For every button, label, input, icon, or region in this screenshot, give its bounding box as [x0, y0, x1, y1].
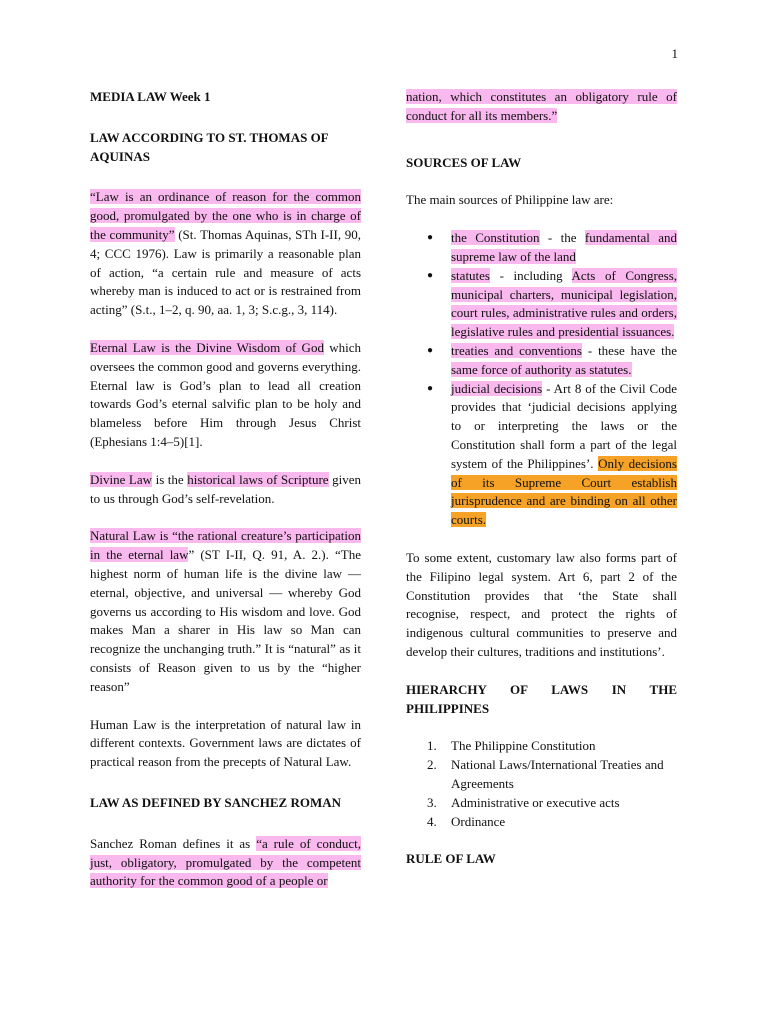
- highlight: statutes: [451, 267, 490, 283]
- highlight: Divine Law: [90, 471, 153, 487]
- list-item-statutes: [406, 267, 677, 342]
- list-number: 2.: [427, 757, 437, 773]
- text: ” (ST I-II, Q. 91, A. 2.). “The highest norm of human life is the divine law — eternal, objective, and universal — whereby God governs us according to His wisdom and love. God makes Man a sharer in His law so Man can recognize the unchanging truth.” It is “natural” as it consists of Reason given to us by the “higher reason”: [90, 547, 361, 694]
- list-item: [406, 813, 677, 832]
- paragraph-divine-law: [90, 471, 361, 509]
- list-item-constitution: [406, 229, 677, 267]
- section-heading-aquinas: LAW ACCORDING TO ST. THOMAS OF AQUINAS: [90, 129, 329, 164]
- paragraph-sanchez-roman: [90, 835, 361, 891]
- highlight: Acts of Congress, municipal charters, municipal legislation, court rules, administrative rules and orders, legislative rules and presidential issuances.: [451, 267, 678, 340]
- hierarchy-list: [406, 737, 677, 831]
- list-item: [406, 794, 677, 813]
- section-heading-rule-of-law: RULE OF LAW: [406, 851, 496, 867]
- text: is the: [152, 471, 188, 487]
- bullet-icon: ●: [427, 269, 434, 281]
- document-title: MEDIA LAW Week 1: [90, 89, 211, 104]
- bullet-icon: ●: [427, 232, 434, 244]
- highlight: the Constitution: [451, 230, 540, 246]
- text: which oversees the common good and governs everything. Eternal law is God’s plan to lead all creation towards God’s eternal salvific plan to be holy and blameless before Him through Jesus Christ (Ephesians 1:4–5)[1].: [90, 339, 361, 449]
- paragraph-natural-law: [90, 527, 361, 696]
- sources-list: [406, 229, 677, 530]
- list-item-judicial-decisions: [406, 380, 677, 530]
- list-item: [406, 737, 677, 756]
- list-item-text: The Philippine Constitution: [451, 738, 596, 754]
- highlight: same force of authority as statutes.: [451, 361, 632, 377]
- text: - these have the: [581, 342, 677, 358]
- highlight: judicial decisions: [451, 380, 543, 396]
- text: given to us through God’s self-revelation.: [90, 471, 361, 506]
- paragraph-sources-intro: The main sources of Philippine law are:: [406, 192, 614, 208]
- page-number: 1: [671, 46, 678, 61]
- left-column: [90, 88, 361, 891]
- text: - the: [539, 230, 585, 246]
- highlight: historical laws of Scripture: [187, 471, 329, 487]
- section-heading-hierarchy: HIERARCHY OF LAWS IN THE PHILIPPINES: [406, 681, 677, 716]
- bullet-icon: ●: [427, 382, 434, 394]
- highlight: Natural Law is “the rational creature’s participation in the eternal law: [90, 528, 361, 563]
- section-heading-sources: SOURCES OF LAW: [406, 154, 522, 170]
- highlight: nation, which constitutes an obligatory rule of conduct for all its members.”: [406, 89, 677, 123]
- highlight: “a rule of conduct, just, obligatory, promulgated by the competent authority for the common good of a people or: [90, 835, 361, 889]
- text: Sanchez Roman defines it as: [90, 835, 257, 851]
- highlight: Eternal Law is the Divine Wisdom of God: [90, 339, 324, 355]
- list-number: 1.: [427, 738, 437, 754]
- bullet-icon: ●: [427, 344, 434, 356]
- list-item-text: National Laws/International Treaties and Agreements: [451, 757, 664, 791]
- section-heading-sanchez-roman: LAW AS DEFINED BY SANCHEZ ROMAN: [90, 794, 342, 810]
- list-number: 3.: [427, 794, 437, 810]
- highlight: “Law is an ordinance of reason for the common good, promulgated by the one who is in charge of the community”: [90, 189, 361, 242]
- highlight: fundamental and supreme law of the land: [451, 230, 677, 264]
- highlight: treaties and conventions: [451, 342, 582, 358]
- list-item-text: Ordinance: [451, 813, 506, 829]
- text: - Art 8 of the Civil Code provides that ‘judicial decisions applying to or interpreting the laws or the Constitution shall form a part of the legal system of the Philippines’.: [451, 380, 677, 471]
- right-column: [406, 88, 677, 869]
- text: (St. Thomas Aquinas, STh I-II, 90, 4; CCC 1976). Law is primarily a reasonable plan of action, “a certain rule and measure of acts whereby man is induced to act or is restrained from acting” (S.t., 1–2, q. 90, aa. 1, 3; S.c.g., 3, 114).: [90, 226, 361, 318]
- paragraph-eternal-law: [90, 339, 361, 452]
- list-number: 4.: [427, 813, 437, 829]
- list-item-text: Administrative or executive acts: [451, 794, 620, 810]
- list-item-treaties: [406, 342, 677, 380]
- paragraph-law-definition: [90, 188, 361, 320]
- orange-highlight: Only decisions of its Supreme Court establish jurisprudence and are binding on all other courts.: [451, 455, 677, 528]
- paragraph-continued-quote: [406, 88, 677, 126]
- paragraph-human-law: Human Law is the interpretation of natural law in different contexts. Government laws are dictates of practical reason from the precepts of Natural Law.: [90, 716, 361, 770]
- text: - including: [490, 267, 572, 283]
- paragraph-customary-law: To some extent, customary law also forms part of the Filipino legal system. Art 6, part 2 of the Constitution provides that ‘the State shall recognise, respect, and protect the rights of indigenous cultural communities to preserve and develop their cultures, traditions and institutions’.: [406, 549, 677, 659]
- list-item: [406, 756, 677, 794]
